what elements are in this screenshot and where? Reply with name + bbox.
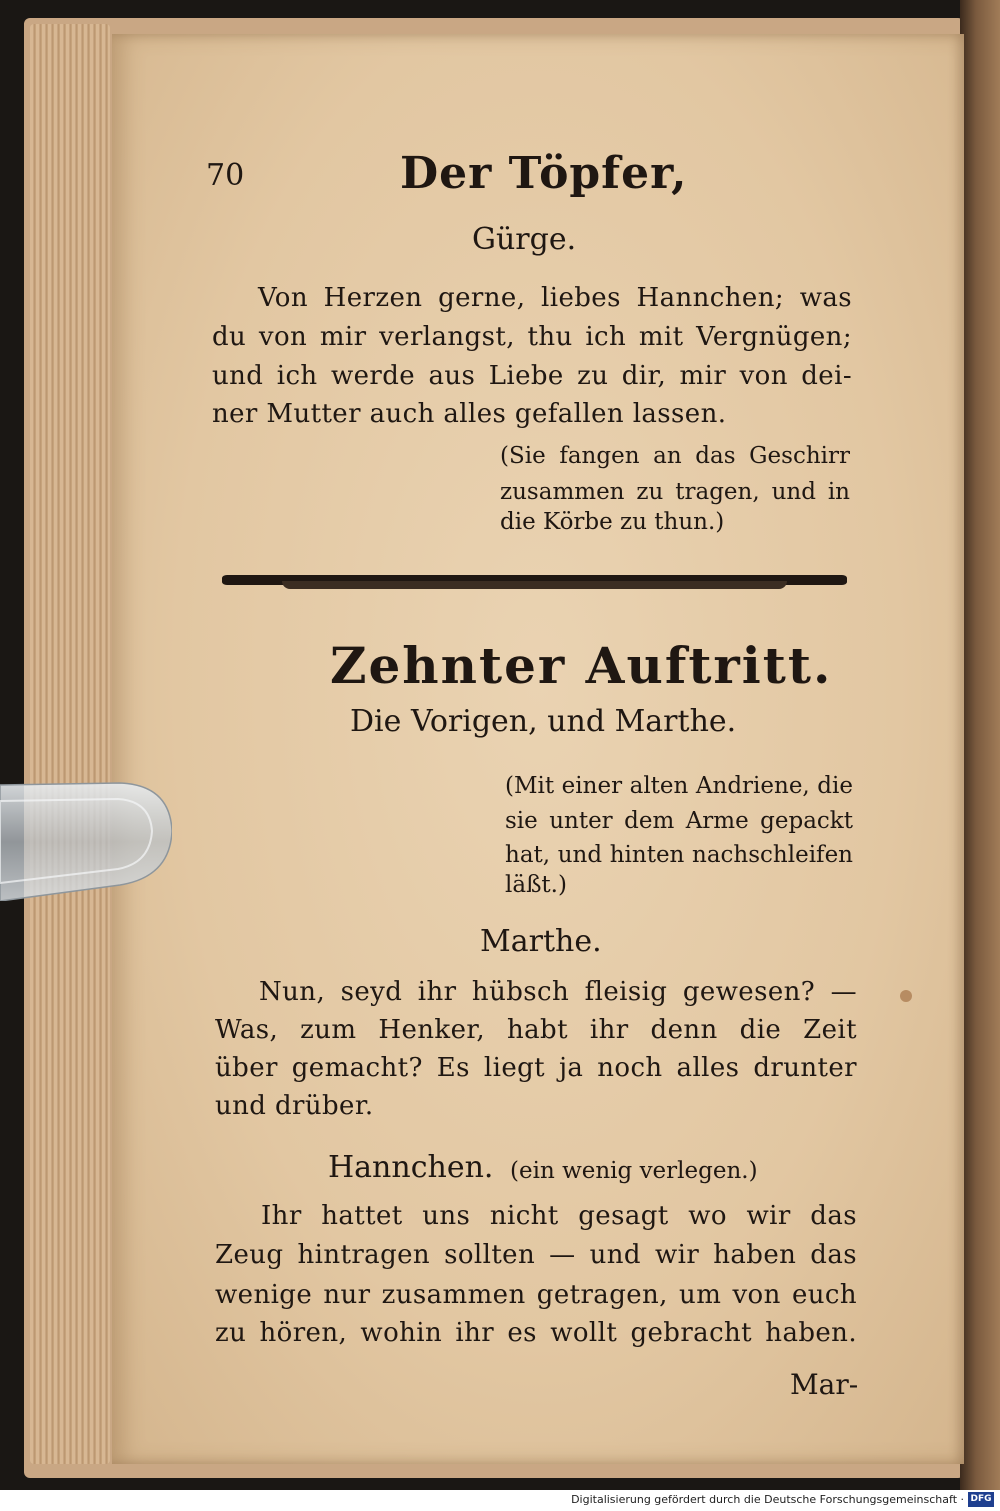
page-holder-clip (0, 765, 172, 901)
text-line: Zeug hintragen sollten — und wir haben das (215, 1240, 857, 1270)
scene-cast: Die Vorigen, und Marthe. (350, 704, 737, 739)
funding-credit: Digitalisierung gefördert durch die Deutsche Forschungsgemeinschaft · (571, 1493, 964, 1506)
speaker-name: Gürge. (472, 222, 577, 257)
text-line: ner Mutter auch alles gefallen lassen. (212, 399, 727, 429)
text-line: wenige nur zusammen getragen, um von euch (215, 1280, 857, 1310)
text-line: Nun, seyd ihr hübsch fleisig gewesen? — (259, 977, 857, 1007)
page-number: 70 (206, 158, 245, 193)
stage-direction-line: zusammen zu tragen, und in (500, 479, 850, 505)
stage-direction-line: (Mit einer alten Andriene, die (505, 773, 853, 799)
text-line: Von Herzen gerne, liebes Hannchen; was (258, 283, 852, 313)
footer-bar (0, 1490, 1000, 1511)
speaker-stage-note: (ein wenig verlegen.) (510, 1158, 758, 1184)
scene-heading: Zehnter Auftritt. (330, 636, 833, 695)
running-head: Der Töpfer, (400, 148, 688, 199)
paper-stain (900, 990, 912, 1002)
catchword: Mar- (790, 1368, 859, 1401)
text-line: über gemacht? Es liegt ja noch alles drunter (215, 1053, 857, 1083)
stage-direction-line: (Sie fangen an das Geschirr (500, 443, 850, 469)
stage-direction-line: hat, und hinten nachschleifen (505, 842, 853, 868)
text-line: du von mir verlangst, thu ich mit Vergnügen; (212, 322, 852, 352)
text-line: zu hören, wohin ihr es wollt gebracht haben. (215, 1318, 857, 1348)
text-line: und ich werde aus Liebe zu dir, mir von dei- (212, 361, 852, 391)
speaker-name: Marthe. (480, 924, 602, 959)
text-line: Was, zum Henker, habt ihr denn die Zeit (215, 1015, 857, 1045)
dfg-logo-icon: DFG (968, 1492, 994, 1507)
page-edges (30, 24, 110, 1464)
text-line: und drüber. (215, 1091, 374, 1121)
ornamental-divider (222, 575, 847, 585)
stage-direction-line: die Körbe zu thun.) (500, 509, 725, 535)
stage-direction-line: läßt.) (505, 872, 567, 898)
speaker-name: Hannchen. (328, 1150, 494, 1185)
text-line: Ihr hattet uns nicht gesagt wo wir das (261, 1201, 857, 1231)
stage-direction-line: sie unter dem Arme gepackt (505, 808, 853, 834)
book-spine-shadow (960, 0, 1000, 1490)
